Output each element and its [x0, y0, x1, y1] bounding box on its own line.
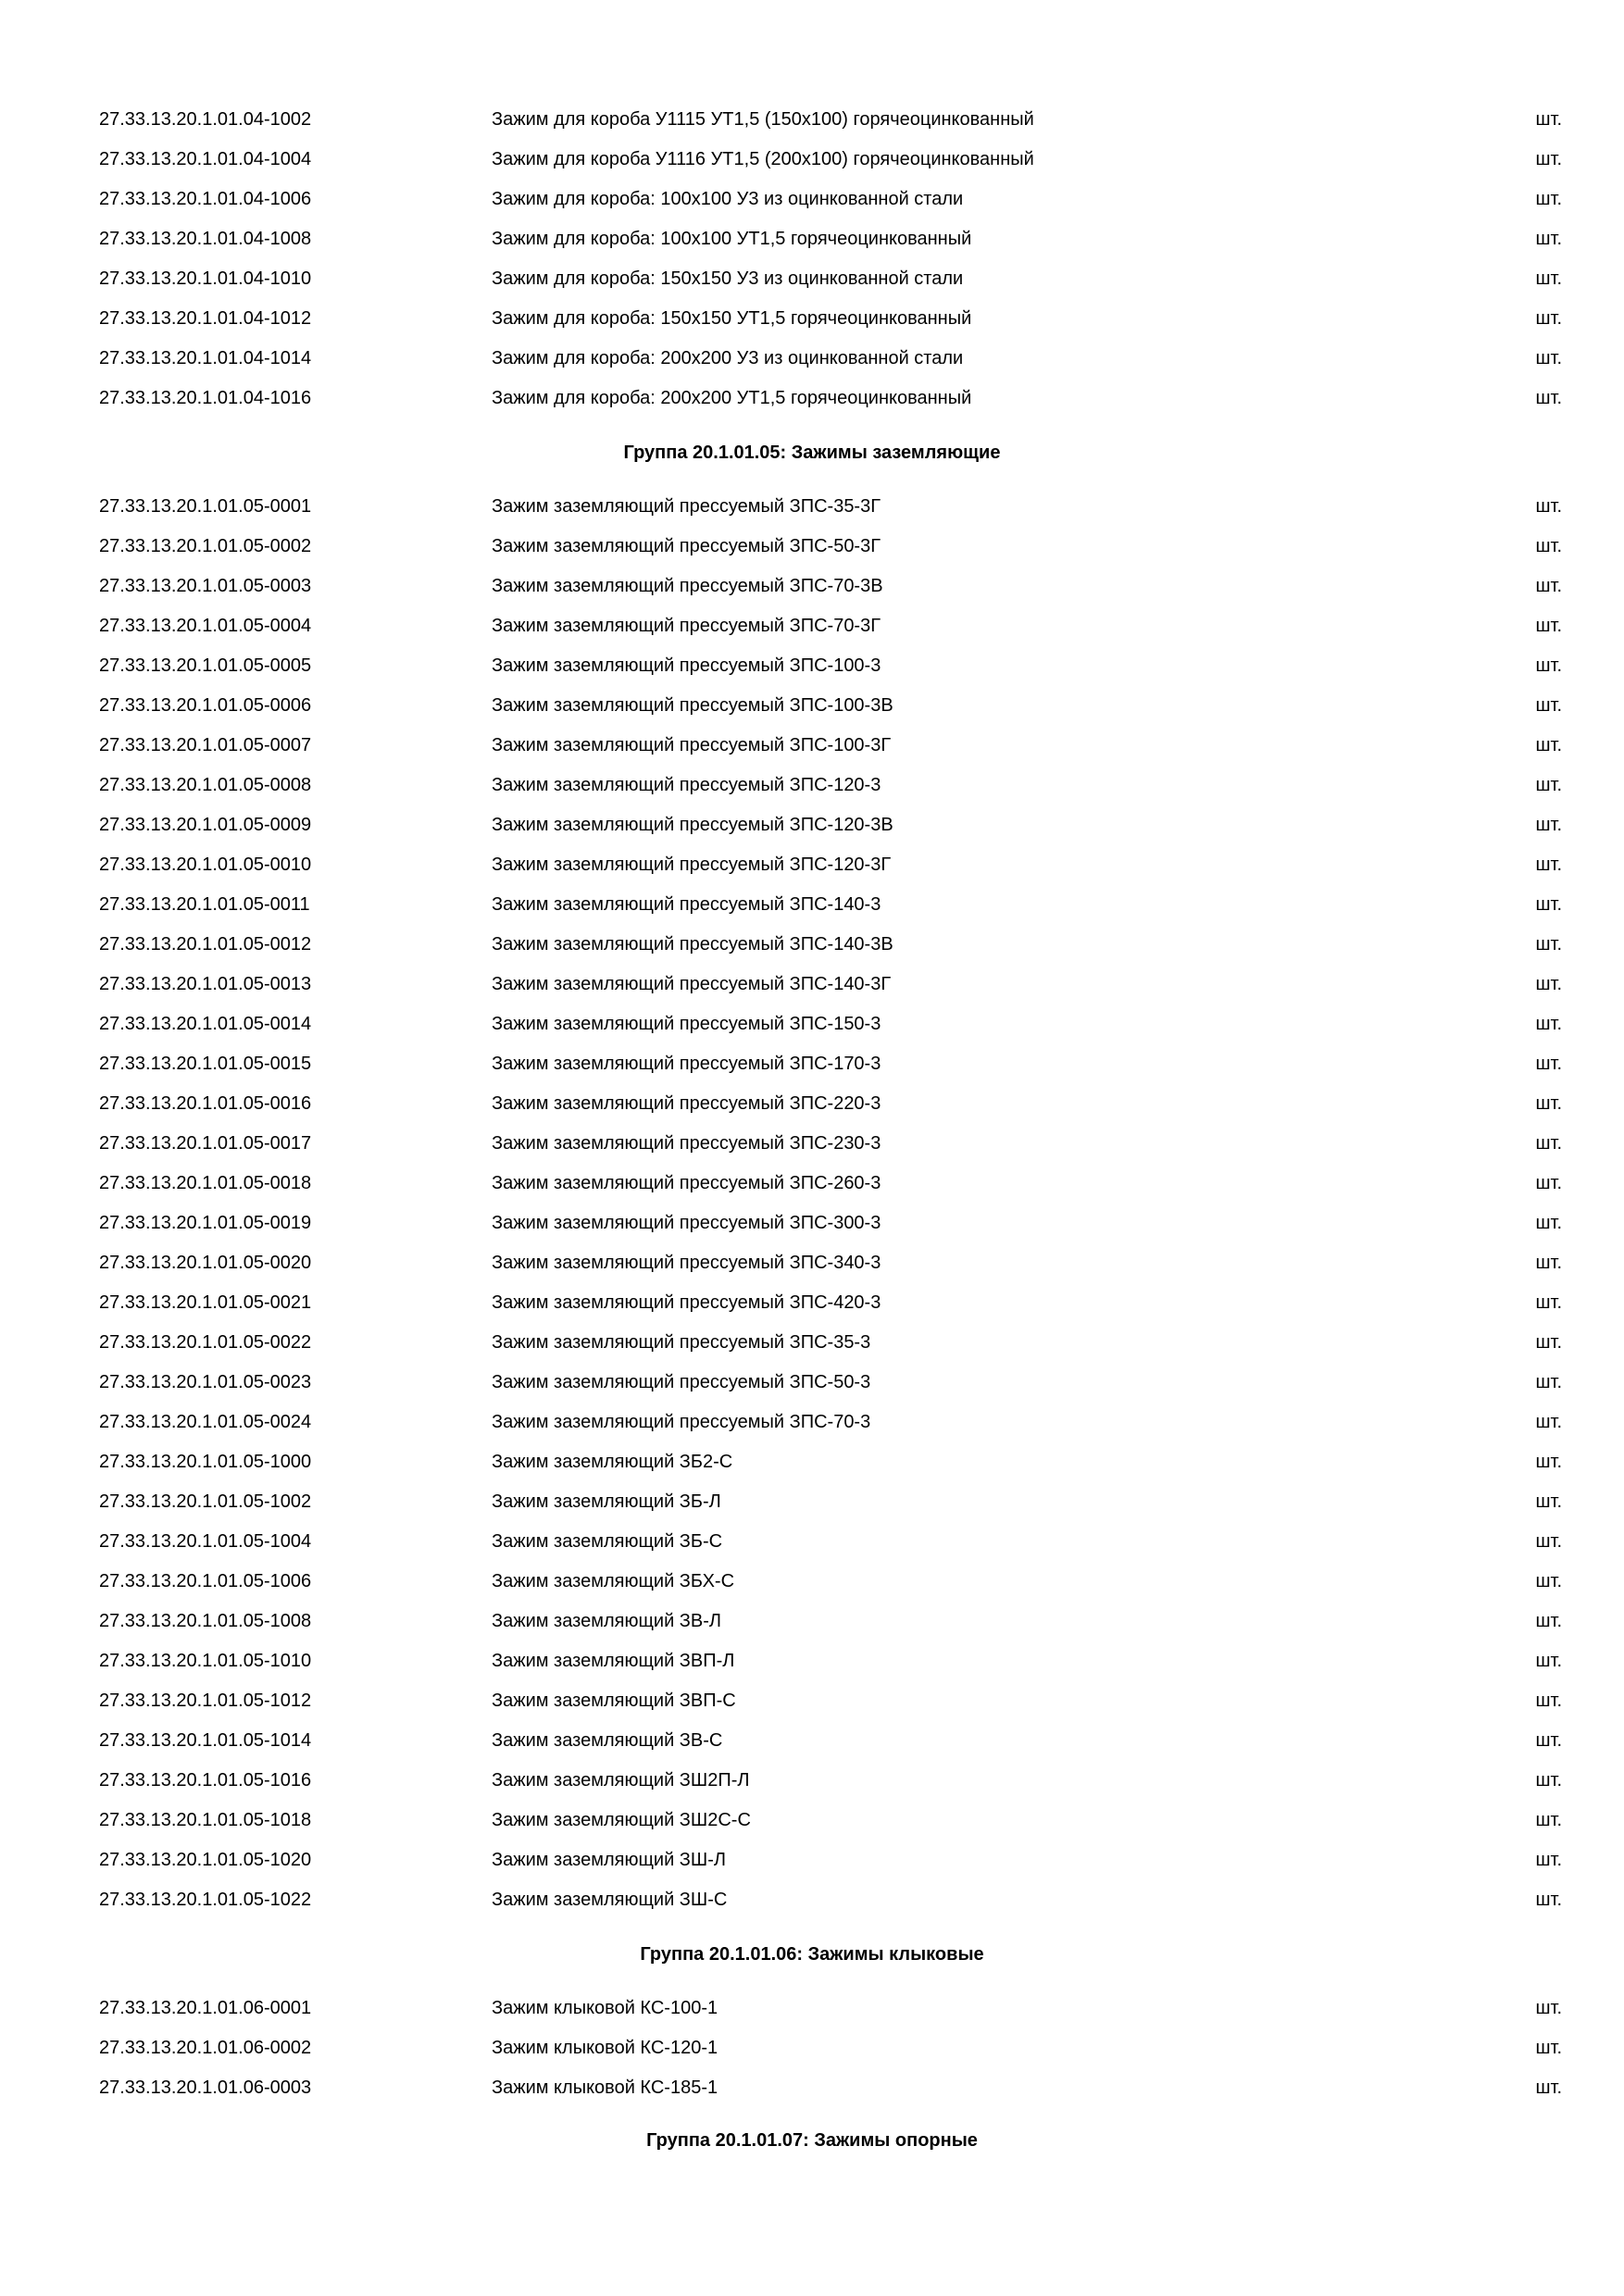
- table-row: [0, 1562, 1624, 1602]
- item-name: Зажим заземляющий прессуемый ЗПС-230-3: [492, 1133, 881, 1154]
- item-name: Зажим для короба: 150х150 УТ1,5 горячеоцинкованный: [492, 308, 972, 329]
- item-unit: шт.: [1535, 388, 1562, 408]
- item-code: 27.33.13.20.1.01.05-0001: [99, 496, 312, 517]
- table-row: [0, 339, 1624, 379]
- item-name: Зажим заземляющий прессуемый ЗПС-120-3Г: [492, 855, 892, 875]
- item-name: Зажим заземляющий прессуемый ЗПС-140-3: [492, 894, 881, 915]
- table-row: [0, 1084, 1624, 1124]
- item-unit: шт.: [1535, 974, 1562, 994]
- table-row: [0, 1164, 1624, 1204]
- item-unit: шт.: [1535, 1412, 1562, 1432]
- item-code: 27.33.13.20.1.01.05-0011: [99, 894, 310, 915]
- item-code: 27.33.13.20.1.01.05-0021: [99, 1292, 312, 1313]
- item-code: 27.33.13.20.1.01.05-0014: [99, 1014, 312, 1034]
- item-name: Зажим заземляющий ЗШ-Л: [492, 1850, 726, 1870]
- item-name: Зажим заземляющий прессуемый ЗПС-70-3Г: [492, 616, 881, 636]
- item-unit: шт.: [1535, 1571, 1562, 1591]
- item-unit: шт.: [1535, 1292, 1562, 1313]
- item-code: 27.33.13.20.1.01.06-0001: [99, 1998, 312, 2018]
- item-name: Зажим клыковой КС-100-1: [492, 1998, 718, 2018]
- item-code: 27.33.13.20.1.01.05-1006: [99, 1571, 312, 1591]
- item-name: Зажим заземляющий прессуемый ЗПС-120-3: [492, 775, 881, 795]
- group-heading-07: Группа 20.1.01.07: Зажимы опорные: [646, 2130, 978, 2151]
- item-name: Зажим заземляющий прессуемый ЗПС-50-3Г: [492, 536, 881, 556]
- item-unit: шт.: [1535, 348, 1562, 368]
- item-unit: шт.: [1535, 1093, 1562, 1114]
- group-heading-06: Группа 20.1.01.06: Зажимы клыковые: [640, 1944, 984, 1965]
- item-name: Зажим заземляющий ЗБ-Л: [492, 1491, 721, 1512]
- item-code: 27.33.13.20.1.01.05-0013: [99, 974, 312, 994]
- table-row: [0, 1442, 1624, 1482]
- item-unit: шт.: [1535, 109, 1562, 130]
- table-row: [0, 1204, 1624, 1243]
- table-row: [0, 885, 1624, 925]
- item-name: Зажим заземляющий ЗБ2-С: [492, 1452, 733, 1472]
- item-unit: шт.: [1535, 735, 1562, 755]
- item-name: Зажим заземляющий ЗШ-С: [492, 1890, 728, 1910]
- item-code: 27.33.13.20.1.01.05-1002: [99, 1491, 312, 1512]
- table-row: [0, 1801, 1624, 1841]
- table-row: [0, 845, 1624, 885]
- item-unit: шт.: [1535, 1491, 1562, 1512]
- item-unit: шт.: [1535, 1213, 1562, 1233]
- item-code: 27.33.13.20.1.01.05-1016: [99, 1770, 312, 1791]
- item-code: 27.33.13.20.1.01.05-1010: [99, 1651, 312, 1671]
- item-code: 27.33.13.20.1.01.05-0016: [99, 1093, 312, 1114]
- item-unit: шт.: [1535, 1054, 1562, 1074]
- item-name: Зажим заземляющий прессуемый ЗПС-170-3: [492, 1054, 881, 1074]
- item-unit: шт.: [1535, 1332, 1562, 1353]
- table-row: [0, 1044, 1624, 1084]
- item-code: 27.33.13.20.1.01.05-0002: [99, 536, 312, 556]
- item-name: Зажим для короба: 100х100 У3 из оцинкованной стали: [492, 189, 964, 209]
- item-name: Зажим клыковой КС-120-1: [492, 2038, 718, 2058]
- item-unit: шт.: [1535, 1372, 1562, 1392]
- item-code: 27.33.13.20.1.01.05-1018: [99, 1810, 312, 1830]
- item-unit: шт.: [1535, 268, 1562, 289]
- item-unit: шт.: [1535, 775, 1562, 795]
- table-row: [0, 766, 1624, 805]
- table-row: [0, 1841, 1624, 1880]
- item-unit: шт.: [1535, 536, 1562, 556]
- item-name: Зажим заземляющий прессуемый ЗПС-35-3Г: [492, 496, 881, 517]
- item-unit: шт.: [1535, 894, 1562, 915]
- item-code: 27.33.13.20.1.01.05-0024: [99, 1412, 312, 1432]
- table-row: [0, 567, 1624, 606]
- table-row: [0, 2028, 1624, 2068]
- item-code: 27.33.13.20.1.01.06-0002: [99, 2038, 312, 2058]
- table-row: [0, 527, 1624, 567]
- item-code: 27.33.13.20.1.01.05-0015: [99, 1054, 312, 1074]
- item-unit: шт.: [1535, 934, 1562, 955]
- item-code: 27.33.13.20.1.01.05-0007: [99, 735, 312, 755]
- table-row: [0, 100, 1624, 140]
- item-unit: шт.: [1535, 616, 1562, 636]
- item-unit: шт.: [1535, 1531, 1562, 1552]
- item-unit: шт.: [1535, 308, 1562, 329]
- item-code: 27.33.13.20.1.01.05-0012: [99, 934, 312, 955]
- table-row: [0, 686, 1624, 726]
- item-unit: шт.: [1535, 1014, 1562, 1034]
- item-name: Зажим заземляющий ЗВП-Л: [492, 1651, 735, 1671]
- item-name: Зажим для короба: 100х100 УТ1,5 горячеоцинкованный: [492, 229, 972, 249]
- item-code: 27.33.13.20.1.01.05-0022: [99, 1332, 312, 1353]
- item-code: 27.33.13.20.1.01.04-1014: [99, 348, 312, 368]
- item-unit: шт.: [1535, 1998, 1562, 2018]
- table-row: [0, 1721, 1624, 1761]
- table-row: [0, 259, 1624, 299]
- item-name: Зажим заземляющий прессуемый ЗПС-100-3: [492, 655, 881, 676]
- item-code: 27.33.13.20.1.01.05-0004: [99, 616, 312, 636]
- item-name: Зажим заземляющий прессуемый ЗПС-120-3В: [492, 815, 893, 835]
- table-row: [0, 646, 1624, 686]
- item-unit: шт.: [1535, 2078, 1562, 2098]
- rows-group-05: [0, 487, 1624, 1920]
- item-code: 27.33.13.20.1.01.05-0009: [99, 815, 312, 835]
- item-name: Зажим для короба У1115 УТ1,5 (150х100) горячеоцинкованный: [492, 109, 1034, 130]
- item-code: 27.33.13.20.1.01.05-0003: [99, 576, 312, 596]
- item-unit: шт.: [1535, 576, 1562, 596]
- table-row: [0, 219, 1624, 259]
- item-unit: шт.: [1535, 1173, 1562, 1193]
- table-row: [0, 606, 1624, 646]
- item-unit: шт.: [1535, 1810, 1562, 1830]
- item-name: Зажим заземляющий прессуемый ЗПС-70-3В: [492, 576, 883, 596]
- table-row: [0, 1363, 1624, 1403]
- table-row: [0, 1283, 1624, 1323]
- item-name: Зажим клыковой КС-185-1: [492, 2078, 718, 2098]
- table-row: [0, 1124, 1624, 1164]
- table-row: [0, 1880, 1624, 1920]
- item-name: Зажим заземляющий прессуемый ЗПС-35-3: [492, 1332, 871, 1353]
- item-name: Зажим заземляющий прессуемый ЗПС-220-3: [492, 1093, 881, 1114]
- item-unit: шт.: [1535, 1253, 1562, 1273]
- item-code: 27.33.13.20.1.01.05-0020: [99, 1253, 312, 1273]
- item-code: 27.33.13.20.1.01.04-1010: [99, 268, 312, 289]
- item-name: Зажим заземляющий ЗБХ-С: [492, 1571, 735, 1591]
- table-row: [0, 1323, 1624, 1363]
- item-name: Зажим для короба: 200х200 У3 из оцинкованной стали: [492, 348, 964, 368]
- item-name: Зажим заземляющий прессуемый ЗПС-140-3В: [492, 934, 893, 955]
- item-unit: шт.: [1535, 1770, 1562, 1791]
- item-code: 27.33.13.20.1.01.05-0010: [99, 855, 312, 875]
- rows-group-06: [0, 1989, 1624, 2108]
- item-code: 27.33.13.20.1.01.06-0003: [99, 2078, 312, 2098]
- item-name: Зажим заземляющий ЗШ2С-С: [492, 1810, 751, 1830]
- item-name: Зажим для короба: 150х150 У3 из оцинкованной стали: [492, 268, 964, 289]
- item-unit: шт.: [1535, 149, 1562, 169]
- item-unit: шт.: [1535, 496, 1562, 517]
- table-row: [0, 1004, 1624, 1044]
- item-code: 27.33.13.20.1.01.05-1004: [99, 1531, 312, 1552]
- item-code: 27.33.13.20.1.01.05-0005: [99, 655, 312, 676]
- item-code: 27.33.13.20.1.01.05-0019: [99, 1213, 312, 1233]
- item-code: 27.33.13.20.1.01.04-1008: [99, 229, 312, 249]
- item-code: 27.33.13.20.1.01.05-1014: [99, 1730, 312, 1751]
- item-name: Зажим заземляющий прессуемый ЗПС-260-3: [492, 1173, 881, 1193]
- item-code: 27.33.13.20.1.01.05-0008: [99, 775, 312, 795]
- table-row: [0, 1243, 1624, 1283]
- table-row: [0, 925, 1624, 965]
- table-row: [0, 487, 1624, 527]
- item-code: 27.33.13.20.1.01.05-0006: [99, 695, 312, 716]
- item-code: 27.33.13.20.1.01.04-1006: [99, 189, 312, 209]
- item-unit: шт.: [1535, 1651, 1562, 1671]
- item-code: 27.33.13.20.1.01.05-1000: [99, 1452, 312, 1472]
- item-unit: шт.: [1535, 189, 1562, 209]
- item-name: Зажим заземляющий прессуемый ЗПС-420-3: [492, 1292, 881, 1313]
- item-code: 27.33.13.20.1.01.05-1020: [99, 1850, 312, 1870]
- item-code: 27.33.13.20.1.01.05-1008: [99, 1611, 312, 1631]
- item-name: Зажим заземляющий ЗВП-С: [492, 1691, 736, 1711]
- item-code: 27.33.13.20.1.01.05-1022: [99, 1890, 312, 1910]
- item-name: Зажим заземляющий прессуемый ЗПС-100-3В: [492, 695, 893, 716]
- item-code: 27.33.13.20.1.01.05-0018: [99, 1173, 312, 1193]
- item-name: Зажим заземляющий прессуемый ЗПС-150-3: [492, 1014, 881, 1034]
- item-code: 27.33.13.20.1.01.05-0023: [99, 1372, 312, 1392]
- item-unit: шт.: [1535, 1133, 1562, 1154]
- item-name: Зажим заземляющий ЗБ-С: [492, 1531, 723, 1552]
- item-unit: шт.: [1535, 695, 1562, 716]
- item-code: 27.33.13.20.1.01.05-0017: [99, 1133, 312, 1154]
- table-row: [0, 1602, 1624, 1641]
- table-row: [0, 299, 1624, 339]
- table-row: [0, 1989, 1624, 2028]
- item-name: Зажим заземляющий прессуемый ЗПС-140-3Г: [492, 974, 892, 994]
- item-code: 27.33.13.20.1.01.04-1002: [99, 109, 312, 130]
- item-unit: шт.: [1535, 815, 1562, 835]
- rows-top: [0, 100, 1624, 418]
- table-row: [0, 1403, 1624, 1442]
- price-listing: [0, 100, 1624, 2173]
- item-name: Зажим заземляющий ЗВ-Л: [492, 1611, 722, 1631]
- item-name: Зажим заземляющий прессуемый ЗПС-70-3: [492, 1412, 871, 1432]
- group-heading-05: Группа 20.1.01.05: Зажимы заземляющие: [623, 443, 1001, 463]
- item-unit: шт.: [1535, 855, 1562, 875]
- table-row: [0, 379, 1624, 418]
- table-row: [0, 140, 1624, 180]
- table-row: [0, 1641, 1624, 1681]
- item-code: 27.33.13.20.1.01.04-1012: [99, 308, 312, 329]
- item-unit: шт.: [1535, 1850, 1562, 1870]
- item-code: 27.33.13.20.1.01.04-1004: [99, 149, 312, 169]
- item-name: Зажим заземляющий ЗВ-С: [492, 1730, 723, 1751]
- item-unit: шт.: [1535, 1452, 1562, 1472]
- item-name: Зажим для короба У1116 УТ1,5 (200х100) горячеоцинкованный: [492, 149, 1034, 169]
- item-code: 27.33.13.20.1.01.04-1016: [99, 388, 312, 408]
- table-row: [0, 726, 1624, 766]
- item-unit: шт.: [1535, 655, 1562, 676]
- table-row: [0, 1681, 1624, 1721]
- item-unit: шт.: [1535, 1890, 1562, 1910]
- table-row: [0, 1761, 1624, 1801]
- table-row: [0, 1482, 1624, 1522]
- item-unit: шт.: [1535, 1730, 1562, 1751]
- item-unit: шт.: [1535, 1691, 1562, 1711]
- item-unit: шт.: [1535, 1611, 1562, 1631]
- table-row: [0, 805, 1624, 845]
- item-name: Зажим заземляющий прессуемый ЗПС-300-3: [492, 1213, 881, 1233]
- table-row: [0, 2068, 1624, 2108]
- item-name: Зажим для короба: 200х200 УТ1,5 горячеоцинкованный: [492, 388, 972, 408]
- item-unit: шт.: [1535, 229, 1562, 249]
- table-row: [0, 1522, 1624, 1562]
- item-code: 27.33.13.20.1.01.05-1012: [99, 1691, 312, 1711]
- item-name: Зажим заземляющий прессуемый ЗПС-50-3: [492, 1372, 871, 1392]
- item-name: Зажим заземляющий прессуемый ЗПС-340-3: [492, 1253, 881, 1273]
- item-unit: шт.: [1535, 2038, 1562, 2058]
- item-name: Зажим заземляющий прессуемый ЗПС-100-3Г: [492, 735, 892, 755]
- table-row: [0, 965, 1624, 1004]
- item-name: Зажим заземляющий ЗШ2П-Л: [492, 1770, 750, 1791]
- table-row: [0, 180, 1624, 219]
